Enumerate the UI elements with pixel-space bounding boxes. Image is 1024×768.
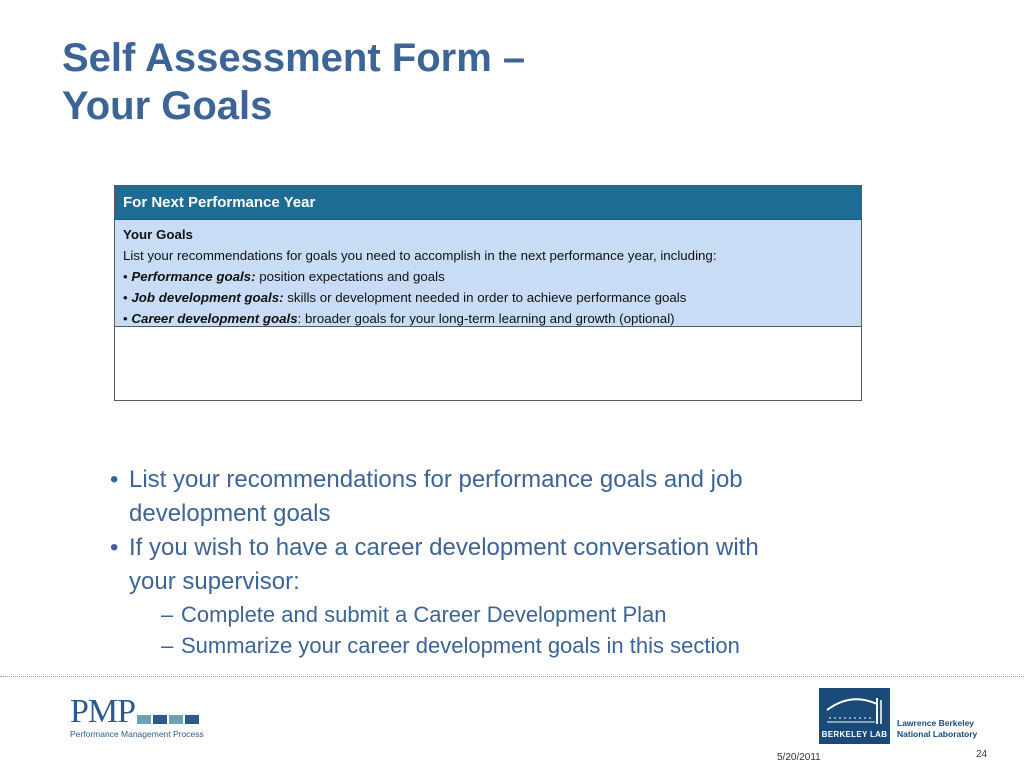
bullet-1-line-2: development goals — [129, 500, 331, 527]
form-item-career-development — [123, 308, 853, 329]
form-item-term: Career development goals — [131, 311, 298, 326]
bullet-dot: • — [110, 534, 119, 561]
form-answer-area — [115, 327, 861, 401]
title-line-1: Self Assessment Form – — [62, 36, 526, 80]
slide-date: 5/20/2011 — [777, 752, 821, 763]
bullet-item-2 — [110, 531, 910, 599]
form-intro: List your recommendations for goals you need to accomplish in the next performance year, including: — [123, 248, 717, 263]
bullet-item-1 — [110, 463, 910, 531]
lab-name-line-1: Lawrence Berkeley — [897, 718, 975, 728]
logo-square — [137, 715, 151, 724]
sub-bullet-dash: – — [161, 602, 174, 627]
form-item-text: : broader goals for your long-term learning and growth (optional) — [297, 311, 675, 326]
form-item-text: skills or development needed in order to achieve performance goals — [283, 290, 687, 305]
bullet-list — [110, 463, 910, 661]
form-item-bullet: • — [123, 290, 128, 305]
berkeley-lab-building-icon — [819, 688, 890, 728]
sub-bullet-2 — [110, 630, 910, 661]
form-item-job-development — [123, 287, 853, 308]
bullet-2-line-1: If you wish to have a career development conversation with — [129, 534, 759, 561]
bullet-2-line-2: your supervisor: — [129, 568, 300, 595]
sub-bullet-dash: – — [161, 633, 174, 658]
self-assessment-form-table — [114, 185, 862, 401]
pmp-logo-text: PMP — [70, 693, 136, 730]
form-instructions — [115, 220, 861, 327]
logo-square — [185, 715, 199, 724]
form-header: For Next Performance Year — [115, 186, 861, 220]
lab-name-line-2: National Laboratory — [897, 729, 978, 739]
form-goals-heading: Your Goals — [123, 227, 193, 242]
pmp-logo-subtitle: Performance Management Process — [70, 729, 204, 739]
footer-divider — [0, 676, 1024, 677]
logo-square — [169, 715, 183, 724]
form-item-text: position expectations and goals — [255, 269, 445, 284]
form-item-bullet: • — [123, 269, 128, 284]
bullet-1-line-1: List your recommendations for performance goals and job — [129, 466, 743, 493]
berkeley-lab-box-text: BERKELEY LAB — [821, 730, 888, 739]
slide-title — [62, 34, 762, 130]
sub-bullet-2-text: Summarize your career development goals in this section — [181, 633, 740, 658]
title-line-2: Your Goals — [62, 84, 273, 128]
form-item-term: Performance goals: — [131, 269, 256, 284]
bullet-dot: • — [110, 466, 119, 493]
sub-bullet-1 — [110, 599, 910, 630]
lab-name — [897, 718, 977, 740]
pmp-logo — [70, 693, 210, 742]
sub-bullet-1-text: Complete and submit a Career Development Plan — [181, 602, 667, 627]
form-item-term: Job development goals: — [131, 290, 284, 305]
form-item-performance — [123, 266, 853, 287]
form-item-bullet: • — [123, 311, 128, 326]
berkeley-lab-logo — [819, 688, 890, 744]
slide-page-number: 24 — [976, 749, 988, 760]
logo-square — [153, 715, 167, 724]
